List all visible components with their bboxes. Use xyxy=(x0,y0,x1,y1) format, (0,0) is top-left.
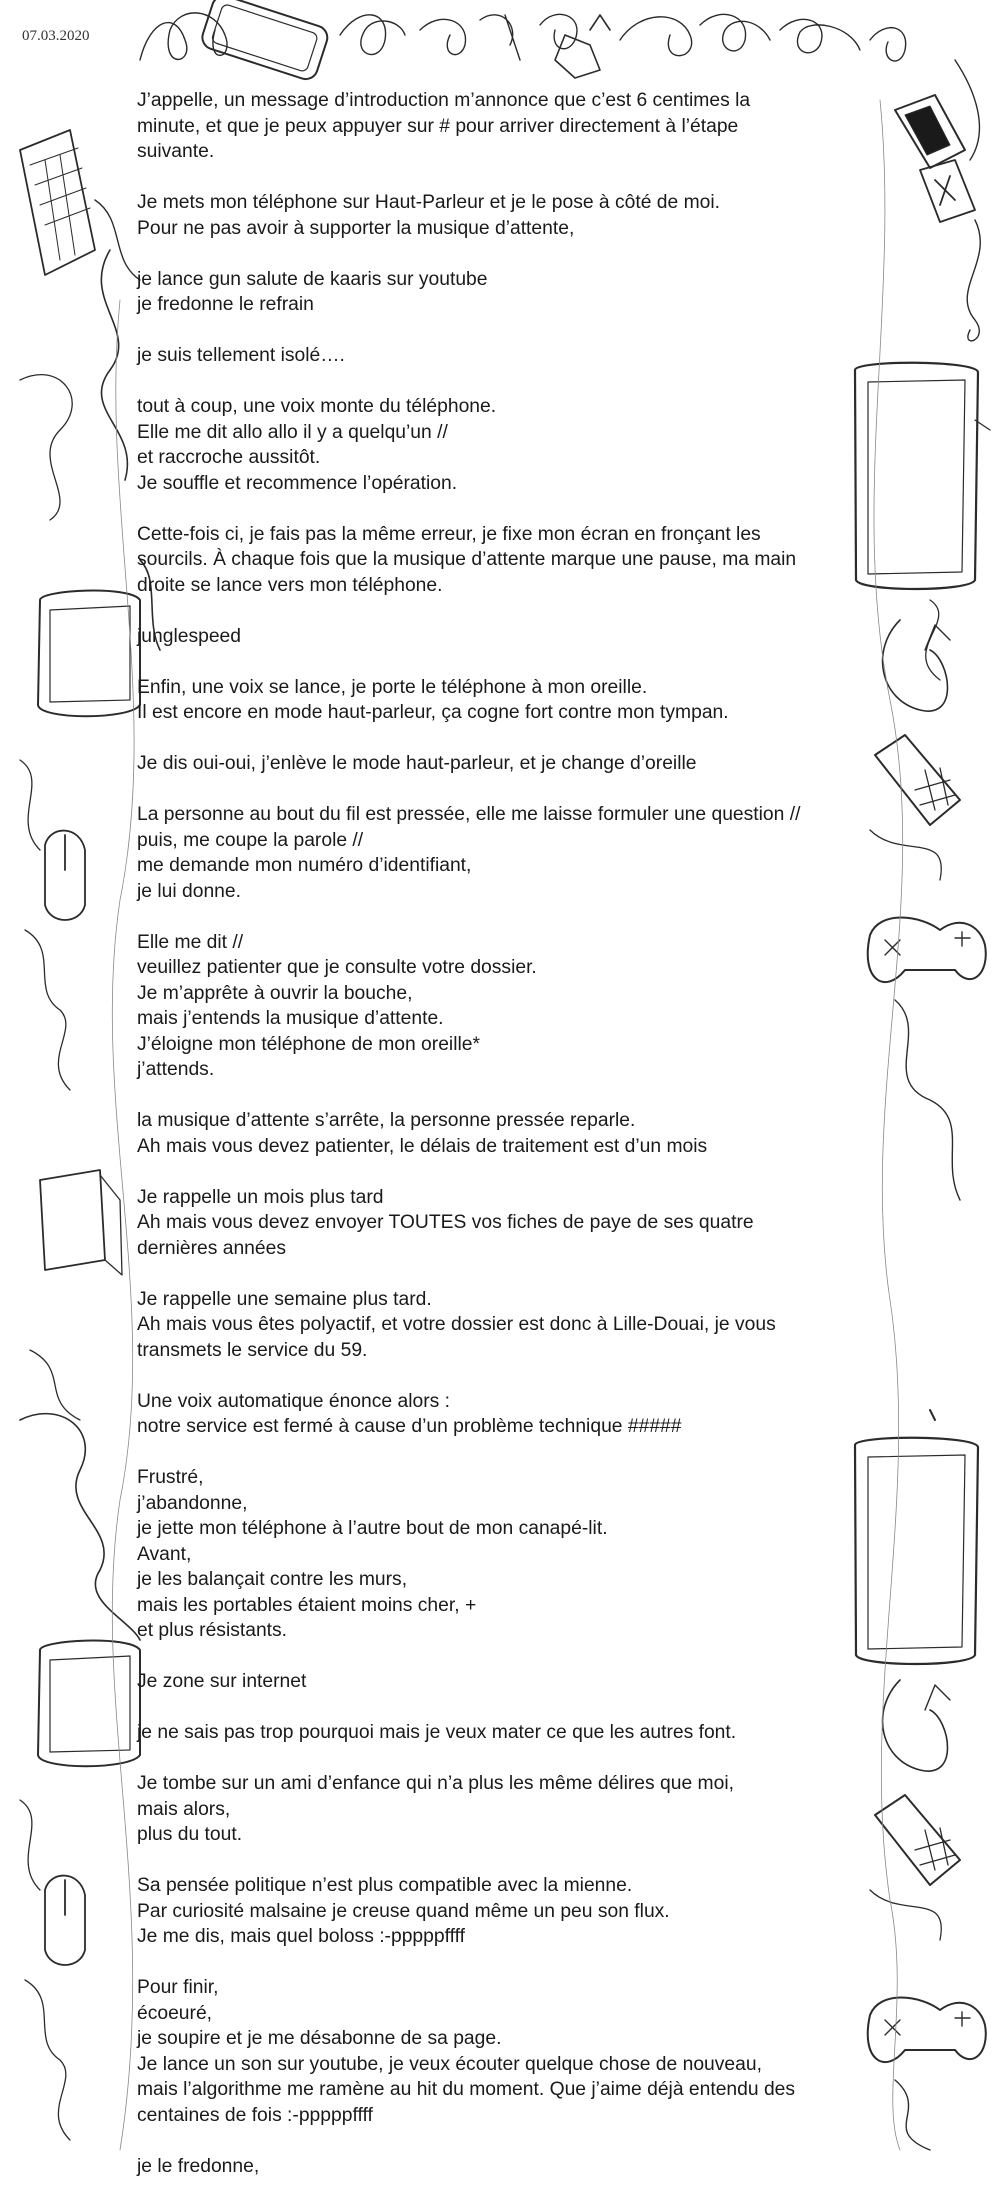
document-date: 07.03.2020 xyxy=(22,28,90,44)
walkie-talkie-sketch xyxy=(895,95,965,168)
text-line: mais j’entends la musique d’attente. xyxy=(137,1008,444,1029)
text-line: centaines de fois :-pppppffff xyxy=(137,2104,373,2126)
text-line: Je dis oui-oui, j’enlève le mode haut-parleur, et je change d’oreille xyxy=(137,753,697,774)
paragraph xyxy=(137,88,857,165)
text-line: transmets le service du 59. xyxy=(137,1339,368,1361)
text-line: Une voix automatique énonce alors : xyxy=(137,1390,450,1412)
left-mouse-sketch xyxy=(45,831,85,920)
right-tablet-sketch-2 xyxy=(855,1438,978,1664)
text-line: plus du tout. xyxy=(137,1824,243,1845)
text-line: Elle me dit // xyxy=(137,931,244,953)
paragraph xyxy=(137,1389,857,1440)
text-line: Ah mais vous êtes polyactif, et votre dossier est donc à Lille-Douai, je vous xyxy=(137,1314,776,1335)
right-gamepad-sketch xyxy=(868,918,986,983)
paragraph xyxy=(137,675,857,726)
text-line: la musique d’attente s’arrête, la personne pressée reparle. xyxy=(137,1110,636,1131)
text-line: mais les portables étaient moins cher, + xyxy=(137,1594,477,1616)
paragraph xyxy=(137,522,857,599)
text-line: Je lance un son sur youtube, je veux écouter quelque chose de nouveau, xyxy=(137,2053,762,2075)
left-card-sketch xyxy=(40,1170,105,1270)
paragraph xyxy=(137,1771,857,1848)
left-mouse-sketch-2 xyxy=(45,1876,85,1965)
text-line: mais alors, xyxy=(137,1798,231,1820)
paragraph xyxy=(137,267,857,318)
right-gamepad-sketch-2 xyxy=(868,1998,986,2063)
text-line: Par curiosité malsaine je creuse quand même un peu son flux. xyxy=(137,1900,670,1922)
text-line: mais l’algorithme me ramène au hit du moment. Que j’aime déjà entendu des xyxy=(137,2079,796,2100)
text-line: je jette mon téléphone à l’autre bout de mon canapé-lit. xyxy=(137,1518,608,1539)
text-line: Pour finir, xyxy=(137,1977,219,1998)
paragraph xyxy=(137,1975,857,2128)
right-cable-sketch xyxy=(883,620,948,711)
top-gadget-sketch xyxy=(555,15,610,78)
text-line: notre service est fermé à cause d’un problème technique ##### xyxy=(137,1416,682,1437)
text-line: je ne sais pas trop pourquoi mais je veux mater ce que les autres font. xyxy=(137,1722,737,1743)
text-line: et plus résistants. xyxy=(137,1620,288,1641)
paragraph xyxy=(137,1465,857,1644)
paragraph xyxy=(137,1720,857,1746)
text-line: j’abandonne, xyxy=(137,1492,248,1514)
left-monitor-sketch-2 xyxy=(38,1641,140,1767)
paragraph xyxy=(137,1669,857,1695)
text-line: Frustré, xyxy=(137,1467,204,1488)
right-phone-sketch-2 xyxy=(875,1795,960,1885)
text-line: je lui donne. xyxy=(137,880,241,902)
text-line: suivante. xyxy=(137,141,215,162)
text-line: droite se lance vers mon téléphone. xyxy=(137,574,443,596)
text-line: Je tombe sur un ami d’enfance qui n’a plus les même délires que moi, xyxy=(137,1773,734,1794)
text-line: Sa pensée politique n’est plus compatible avec la mienne. xyxy=(137,1875,633,1896)
text-line: écoeuré, xyxy=(137,2002,213,2024)
text-line: je suis tellement isolé…. xyxy=(137,345,345,366)
text-line: J’éloigne mon téléphone de mon oreille* xyxy=(137,1033,481,1055)
text-line: sourcils. À chaque fois que la musique d’attente marque une pause, ma main xyxy=(137,549,797,570)
right-tablet-sketch xyxy=(855,363,978,589)
text-line: junglespeed xyxy=(137,625,241,647)
text-line: Ah mais vous devez patienter, le délais de traitement est d’un mois xyxy=(137,1135,708,1157)
text-line: et raccroche aussitôt. xyxy=(137,447,321,468)
text-line: je le fredonne, xyxy=(137,2155,260,2177)
text-line: tout à coup, une voix monte du téléphone. xyxy=(137,396,497,417)
text-line: Je mets mon téléphone sur Haut-Parleur et je le pose à côté de moi. xyxy=(137,192,721,213)
text-line: je les balançait contre les murs, xyxy=(137,1569,408,1590)
text-line: dernières années xyxy=(137,1237,286,1259)
text-line: Pour ne pas avoir à supporter la musique d’attente, xyxy=(137,217,575,239)
text-line: Ah mais vous devez envoyer TOUTES vos fiches de paye de ses quatre xyxy=(137,1212,754,1233)
text-line: Cette-fois ci, je fais pas la même erreur, je fixe mon écran en fronçant les xyxy=(137,523,761,545)
keyboard-sketch xyxy=(20,130,95,275)
text-line: Je rappelle un mois plus tard xyxy=(137,1186,384,1208)
paragraph xyxy=(137,1108,857,1159)
text-line: puis, me coupe la parole // xyxy=(137,829,364,851)
paragraph xyxy=(137,1873,857,1950)
top-phone-sketch xyxy=(199,0,330,82)
paragraph xyxy=(137,2154,857,2180)
text-line: La personne au bout du fil est pressée, elle me laisse formuler une question // xyxy=(137,804,801,825)
paragraph xyxy=(137,343,857,369)
text-line: Je rappelle une semaine plus tard. xyxy=(137,1288,432,1310)
poem-body xyxy=(137,88,857,2205)
paragraph xyxy=(137,624,857,650)
left-cable-squiggle xyxy=(20,375,72,520)
text-line: je fredonne le refrain xyxy=(137,294,314,315)
text-line: Avant, xyxy=(137,1543,192,1565)
text-line: Je zone sur internet xyxy=(137,1671,307,1692)
text-line: je soupire et je me désabonne de sa page. xyxy=(137,2028,502,2049)
text-line: J’appelle, un message d’introduction m’annonce que c’est 6 centimes la xyxy=(137,90,751,111)
top-doodle-squiggle xyxy=(140,13,227,60)
text-line: Elle me dit allo allo il y a quelqu’un // xyxy=(137,421,448,443)
paragraph xyxy=(137,190,857,241)
text-line: Je me dis, mais quel boloss :-pppppffff xyxy=(137,1926,465,1947)
paragraph xyxy=(137,1287,857,1364)
paragraph xyxy=(137,930,857,1083)
text-line: je lance gun salute de kaaris sur youtube xyxy=(137,268,488,290)
text-line: Enfin, une voix se lance, je porte le téléphone à mon oreille. xyxy=(137,676,648,698)
text-line: me demande mon numéro d’identifiant, xyxy=(137,855,472,876)
remote-control-sketch xyxy=(920,160,975,222)
paragraph xyxy=(137,751,857,777)
text-line: veuillez patienter que je consulte votre dossier. xyxy=(137,957,537,978)
paragraph xyxy=(137,1185,857,1262)
text-line: Il est encore en mode haut-parleur, ça cogne fort contre mon tympan. xyxy=(137,702,729,723)
text-line: Je souffle et recommence l’opération. xyxy=(137,472,458,494)
text-line: Je m’apprête à ouvrir la bouche, xyxy=(137,982,413,1004)
paragraph xyxy=(137,394,857,496)
text-line: minute, et que je peux appuyer sur # pour arriver directement à l’étape xyxy=(137,115,739,137)
text-line: j’attends. xyxy=(137,1059,215,1080)
left-monitor-sketch xyxy=(38,591,140,717)
paragraph xyxy=(137,802,857,904)
right-phone-sketch xyxy=(875,735,960,825)
